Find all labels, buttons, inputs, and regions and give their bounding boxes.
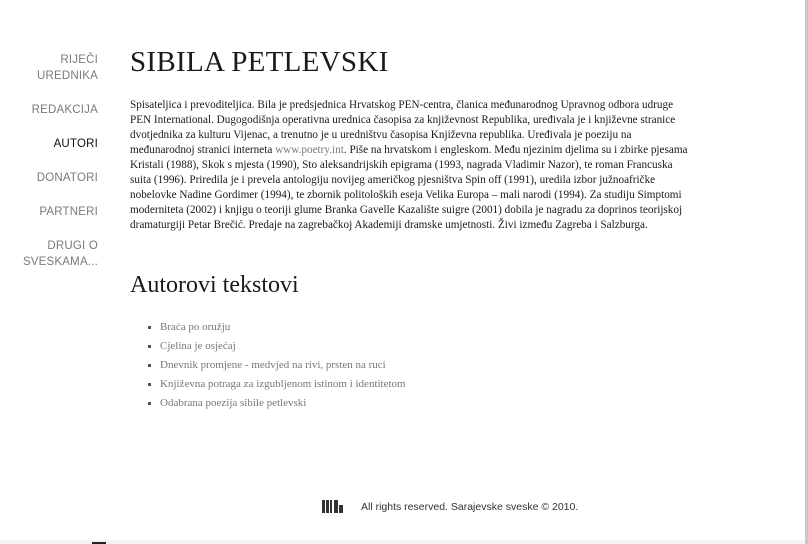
text-link[interactable]: Braća po oružju (160, 321, 231, 333)
text-link[interactable]: Književna potraga za izgubljenom istinom i identitetom (160, 378, 406, 390)
nav-item-partneri[interactable] (18, 204, 98, 220)
nav-item-drugi-o-sveskama[interactable] (18, 238, 98, 270)
bullet-icon (148, 402, 151, 405)
bullet-icon (148, 383, 151, 386)
nav-item-label: REDAKCIJA (31, 104, 98, 116)
nav-item-label-line1: RIJEČI (60, 54, 98, 66)
list-item (148, 394, 690, 413)
nav-item-rijeci-urednika[interactable] (18, 52, 98, 84)
main-content (130, 40, 690, 413)
bullet-icon (148, 345, 151, 348)
list-item (148, 375, 690, 394)
author-bio (130, 98, 690, 233)
list-item (148, 318, 690, 337)
nav-item-label: DONATORI (36, 172, 98, 184)
nav-item-label-line1: DRUGI O (47, 240, 98, 252)
author-bio-text-part1: Spisateljica i prevoditeljica. Bila je predsjednica Hrvatskog PEN-centra, članica međunarodnog Upravnog odbora udruge PEN International. Dugogodišnja operativna urednica časopisa za književnost Republika, uređivala je i književne stranice dvotjednika za kulturu Vijenac, a trenutno je u uredništvu časopisa Književna republika. Uređivala je poeziju na međunarodnoj stranici interneta (130, 99, 676, 156)
footer (322, 500, 578, 513)
sarajevske-sveske-logo-icon (322, 500, 344, 513)
page-title: SIBILA PETLEVSKI (130, 46, 389, 78)
copyright-text: All rights reserved. Sarajevske sveske © 2010. (361, 500, 579, 513)
nav-item-label: AUTORI (53, 138, 98, 150)
nav-item-redakcija[interactable] (18, 102, 98, 118)
sidebar-nav (18, 52, 98, 288)
texts-heading: Autorovi tekstovi (130, 272, 299, 298)
text-link[interactable]: Odabrana poezija sibile petlevski (160, 397, 307, 409)
nav-item-autori[interactable] (18, 136, 98, 152)
nav-item-label: PARTNERI (39, 206, 98, 218)
bullet-icon (148, 326, 151, 329)
nav-item-label-line2: SVESKAMA... (22, 256, 98, 268)
list-item (148, 337, 690, 356)
nav-item-label-line2: UREDNIKA (36, 70, 98, 82)
poetry-int-link[interactable]: www.poetry.int (275, 144, 344, 156)
bottom-strip (0, 540, 805, 544)
nav-item-donatori[interactable] (18, 170, 98, 186)
text-link[interactable]: Dnevnik promjene - medvjed na rivi, prsten na ruci (160, 359, 386, 371)
list-item (148, 356, 690, 375)
bullet-icon (148, 364, 151, 367)
author-bio-text-part2: . Piše na hrvatskom i engleskom. Među njezinim djelima su i zbirke pjesama Kristali (1988), Skok s mjesta (1990), Sto aleksandrijskih epigrama (1993, nagrada Vladimir Nazor), te roman Francuska suita (1996). Priredila je i prevela antologiju novijeg američkog pjesništva Spin off (1991), uredila izbor južnoafričke nobelovke Nadine Gordimer (1994), te zbornik politoloških eseja Velika Europa – mali narodi (1994). Za studiju Simptomi moderniteta (2002) i knjigu o teoriji glume Branka Gavelle Kazalište suigre (2001) dobila je nagradu za doprinos teorijskoj dramaturgiji Petar Brečić. Predaje na zagrebačkoj Akademiji dramske umjetnosti. Živi između Zagreba i Salzburga. (130, 144, 688, 231)
text-link[interactable]: Cjelina je osjećaj (160, 340, 236, 352)
author-texts-list (130, 318, 690, 413)
